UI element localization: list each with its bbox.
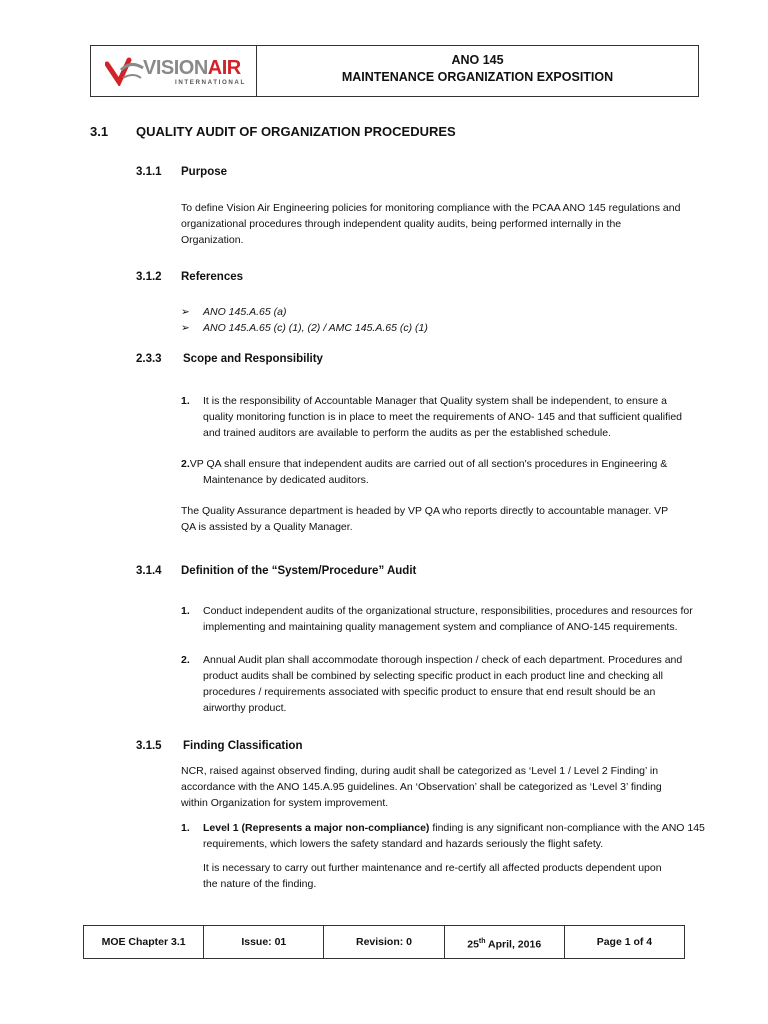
- header-title-line2: MAINTENANCE ORGANIZATION EXPOSITION: [341, 70, 614, 84]
- scope-item1-line: and trained auditors are available to perform the audits as per the established schedule.: [203, 427, 612, 439]
- section-number: 3.1: [90, 124, 109, 139]
- scope-number: 2.3.3: [136, 353, 162, 365]
- logo-mark-icon: [105, 56, 145, 86]
- finding-item1-text: [203, 820, 748, 892]
- header-title: [257, 46, 698, 96]
- document-header: [90, 45, 699, 97]
- reference-text: ANO 145.A.65 (c) (1), (2) / AMC 145.A.65 (c) (1): [203, 322, 428, 334]
- footer-date-suffix: th: [478, 938, 486, 945]
- definition-item2-line: product audits shall be combined by selecting specific product in each product line and checking all: [203, 670, 663, 682]
- reference-item: [181, 320, 428, 336]
- scope-item1-number: 1.: [181, 395, 190, 407]
- finding-item1-para-line: the nature of the finding.: [203, 878, 317, 890]
- footer-date-rest: April, 2016: [485, 938, 542, 951]
- arrow-bullet-icon: ➢: [181, 322, 190, 334]
- section-title: QUALITY AUDIT OF ORGANIZATION PROCEDURES: [136, 124, 456, 139]
- purpose-title: Purpose: [181, 166, 228, 178]
- scope-item2-line: VP QA shall ensure that independent audits are carried out of all section's procedures in Engineering &: [189, 458, 668, 470]
- logo-tagline: INTERNATIONAL: [175, 79, 246, 86]
- definition-item2-line: Annual Audit plan shall accommodate thorough inspection / check of each department. Procedures and: [203, 654, 683, 666]
- purpose-text: [181, 200, 741, 248]
- footer-chapter: MOE Chapter 3.1: [84, 926, 204, 958]
- scope-item2-number: 2.: [181, 458, 190, 470]
- finding-item1-para-line: It is necessary to carry out further maintenance and re-certify all affected products dependent upon: [203, 862, 662, 874]
- company-logo: [91, 46, 257, 96]
- logo-brand-vision: VISION: [143, 57, 208, 79]
- reference-item: [181, 304, 287, 320]
- scope-item1-line: It is the responsibility of Accountable Manager that Quality system shall be independent, to ensure a: [203, 395, 668, 407]
- purpose-line: Organization.: [181, 234, 244, 246]
- logo-wordmark: [143, 57, 241, 80]
- definition-item1-line: Conduct independent audits of the organizational structure, responsibilities, procedures and resources for: [203, 605, 693, 617]
- scope-item2-line: Maintenance by dedicated auditors.: [203, 474, 369, 486]
- definition-item2-number: 2.: [181, 654, 190, 666]
- scope-paragraph: [181, 503, 741, 535]
- header-title-line1: ANO 145: [451, 53, 504, 67]
- purpose-number: 3.1.1: [136, 166, 162, 178]
- definition-item2-line: airworthy product.: [203, 702, 287, 714]
- references-title: References: [181, 271, 244, 283]
- scope-item1-text: [203, 393, 743, 441]
- scope-item1-line: quality monitoring function is in place to meet the requirements of ANO- 145 and that sufficient qualified: [203, 411, 682, 423]
- scope-paragraph-line: The Quality Assurance department is headed by VP QA who reports directly to accountable manager. VP: [181, 505, 669, 517]
- finding-level1-lead: Level 1 (Represents a major non-compliance): [203, 822, 430, 834]
- finding-item1-line: finding is any significant non-compliance with the ANO 145: [429, 822, 705, 834]
- definition-item1-line: implementing and maintaining quality management system and compliance of ANO-145 requirements.: [203, 621, 678, 633]
- arrow-bullet-icon: ➢: [181, 306, 190, 318]
- finding-item1-number: 1.: [181, 822, 190, 834]
- definition-item1-number: 1.: [181, 605, 190, 617]
- finding-number: 3.1.5: [136, 740, 162, 752]
- footer-date-day: 25: [467, 938, 479, 951]
- footer-revision: Revision: 0: [324, 926, 444, 958]
- finding-paragraph-line: NCR, raised against observed finding, during audit shall be categorized as ‘Level 1 / Level 2 Finding’ in: [181, 765, 659, 777]
- footer-issue: Issue: 01: [204, 926, 324, 958]
- definition-item1-text: [203, 603, 748, 635]
- references-number: 3.1.2: [136, 271, 162, 283]
- footer-page: Page 1 of 4: [596, 936, 653, 948]
- purpose-line: To define Vision Air Engineering policies for monitoring compliance with the PCAA ANO 145 regulations and: [181, 202, 681, 214]
- definition-number: 3.1.4: [136, 565, 162, 577]
- reference-text: ANO 145.A.65 (a): [203, 306, 287, 318]
- finding-paragraph: [181, 763, 741, 811]
- definition-title: Definition of the “System/Procedure” Audit: [181, 565, 417, 577]
- finding-title: Finding Classification: [183, 740, 303, 752]
- definition-item2-text: [203, 652, 748, 716]
- scope-item2: [181, 456, 741, 488]
- scope-title: Scope and Responsibility: [183, 353, 323, 365]
- footer-date: [445, 926, 565, 958]
- scope-paragraph-line: QA is assisted by a Quality Manager.: [181, 521, 353, 533]
- finding-paragraph-line: accordance with the ANO 145.A.95 guidelines. An ‘Observation’ shall be categorized as ‘Level 3’ finding: [181, 781, 662, 793]
- definition-item2-line: procedures / requirements associated with specific product to ensure that end result should be an: [203, 686, 656, 698]
- purpose-line: organizational procedures through independent quality audits, being performed internally in the: [181, 218, 622, 230]
- document-footer: [83, 925, 685, 959]
- finding-paragraph-line: within Organization for system improvement.: [181, 797, 389, 809]
- logo-brand-air: AIR: [207, 57, 241, 79]
- finding-item1-line: requirements, which lowers the safety standard and hazards seriously the flight safety.: [203, 838, 604, 850]
